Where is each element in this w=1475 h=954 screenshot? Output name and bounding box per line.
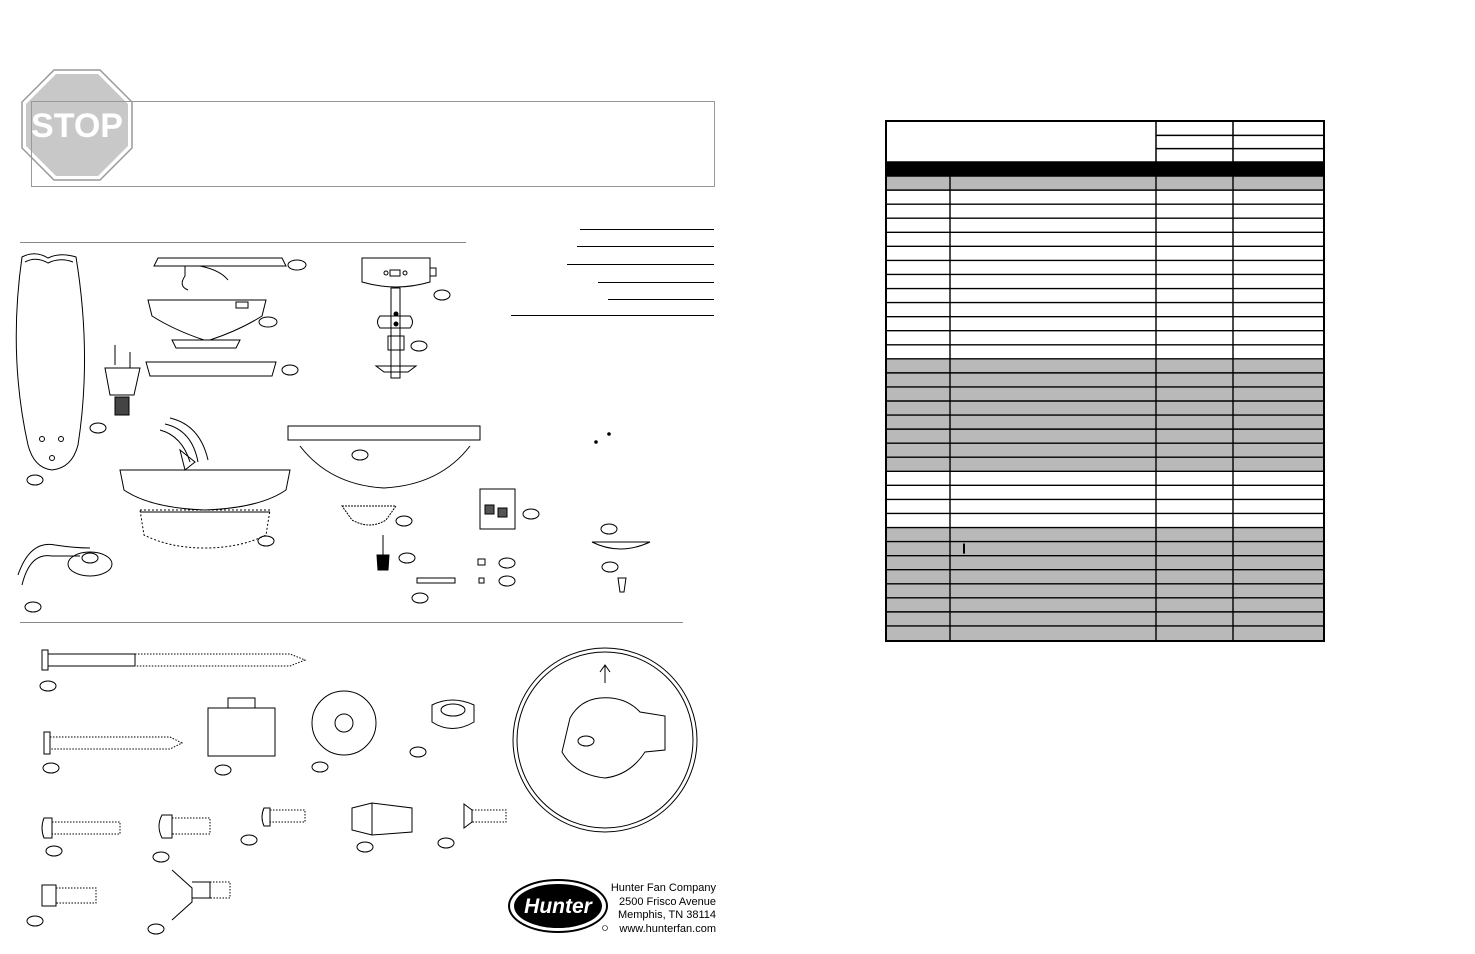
hunter-logo-text: Hunter (524, 895, 592, 918)
fan-blade-drawing (16, 254, 106, 485)
wood-screw-short-drawing (43, 732, 182, 773)
light-adapter-drawing (18, 544, 112, 612)
small-hardware-drawing (412, 558, 515, 603)
wood-screw-long-drawing (40, 650, 305, 691)
table-row (887, 387, 1323, 401)
machine-screw-b-drawing (153, 815, 210, 862)
table-row (887, 289, 1323, 303)
pull-chain-fob-drawing (377, 535, 415, 570)
mounting-plate-drawing (513, 648, 697, 832)
table-row (887, 570, 1323, 584)
table-row (887, 415, 1323, 429)
table-row (887, 317, 1323, 331)
table-row (887, 331, 1323, 345)
table-row (887, 457, 1323, 471)
grommet-drawing (410, 700, 474, 757)
table-row (887, 499, 1323, 513)
table-row (887, 584, 1323, 598)
table-row (887, 485, 1323, 499)
parts-illustration (0, 240, 720, 954)
table-row (887, 542, 1323, 556)
glass-cap-drawing (592, 524, 650, 592)
company-address (586, 882, 716, 936)
company-street: 2500 Frisco Avenue (618, 895, 716, 908)
table-row (887, 528, 1323, 542)
stop-warning-box (31, 101, 715, 187)
table-row (887, 232, 1323, 246)
table-row (887, 598, 1323, 612)
spacer-block-drawing (208, 698, 275, 775)
blank-line (580, 229, 714, 230)
table-row (887, 471, 1323, 485)
switch-cup-drawing (105, 345, 140, 415)
table-row (887, 274, 1323, 288)
table-row (887, 373, 1323, 387)
table-row (887, 176, 1323, 190)
canopy-drawing (148, 300, 277, 348)
washer-drawing (312, 691, 376, 772)
shoulder-screw-drawing (148, 870, 230, 934)
table-row (887, 429, 1323, 443)
switch-housing-drawing (120, 418, 290, 548)
table-row (887, 345, 1323, 359)
table-row (887, 556, 1323, 570)
mounting-bracket-drawing (154, 258, 306, 290)
downrod-assembly-drawing (362, 258, 450, 378)
table-row (887, 626, 1323, 640)
finial-drawing (342, 506, 412, 526)
parts-table-grid (887, 122, 1323, 640)
table-row (887, 204, 1323, 218)
table-row (887, 260, 1323, 274)
light-bowl-drawing (288, 426, 480, 488)
table-row (887, 162, 1323, 176)
machine-screw-c-drawing (241, 808, 305, 845)
set-screw-drawing (27, 885, 96, 926)
table-row (887, 401, 1323, 415)
parts-table (885, 120, 1325, 642)
table-row (887, 303, 1323, 317)
company-name: Hunter Fan Company (610, 882, 716, 894)
table-row (887, 443, 1323, 457)
flat-head-screw-drawing (438, 804, 506, 848)
parts-bag-drawing (480, 489, 539, 529)
company-website: www.hunterfan.com (619, 922, 716, 935)
machine-screw-a-drawing (42, 818, 120, 856)
company-city: Memphis, TN 38114 (617, 909, 716, 921)
table-row (887, 218, 1323, 232)
table-row (887, 612, 1323, 626)
canopy-trim-drawing (146, 362, 298, 376)
table-row (887, 513, 1323, 527)
stop-sign-label: STOP (31, 107, 123, 145)
table-row (887, 246, 1323, 260)
table-row (887, 359, 1323, 373)
table-row (887, 190, 1323, 204)
wire-nut-drawing (352, 803, 412, 852)
